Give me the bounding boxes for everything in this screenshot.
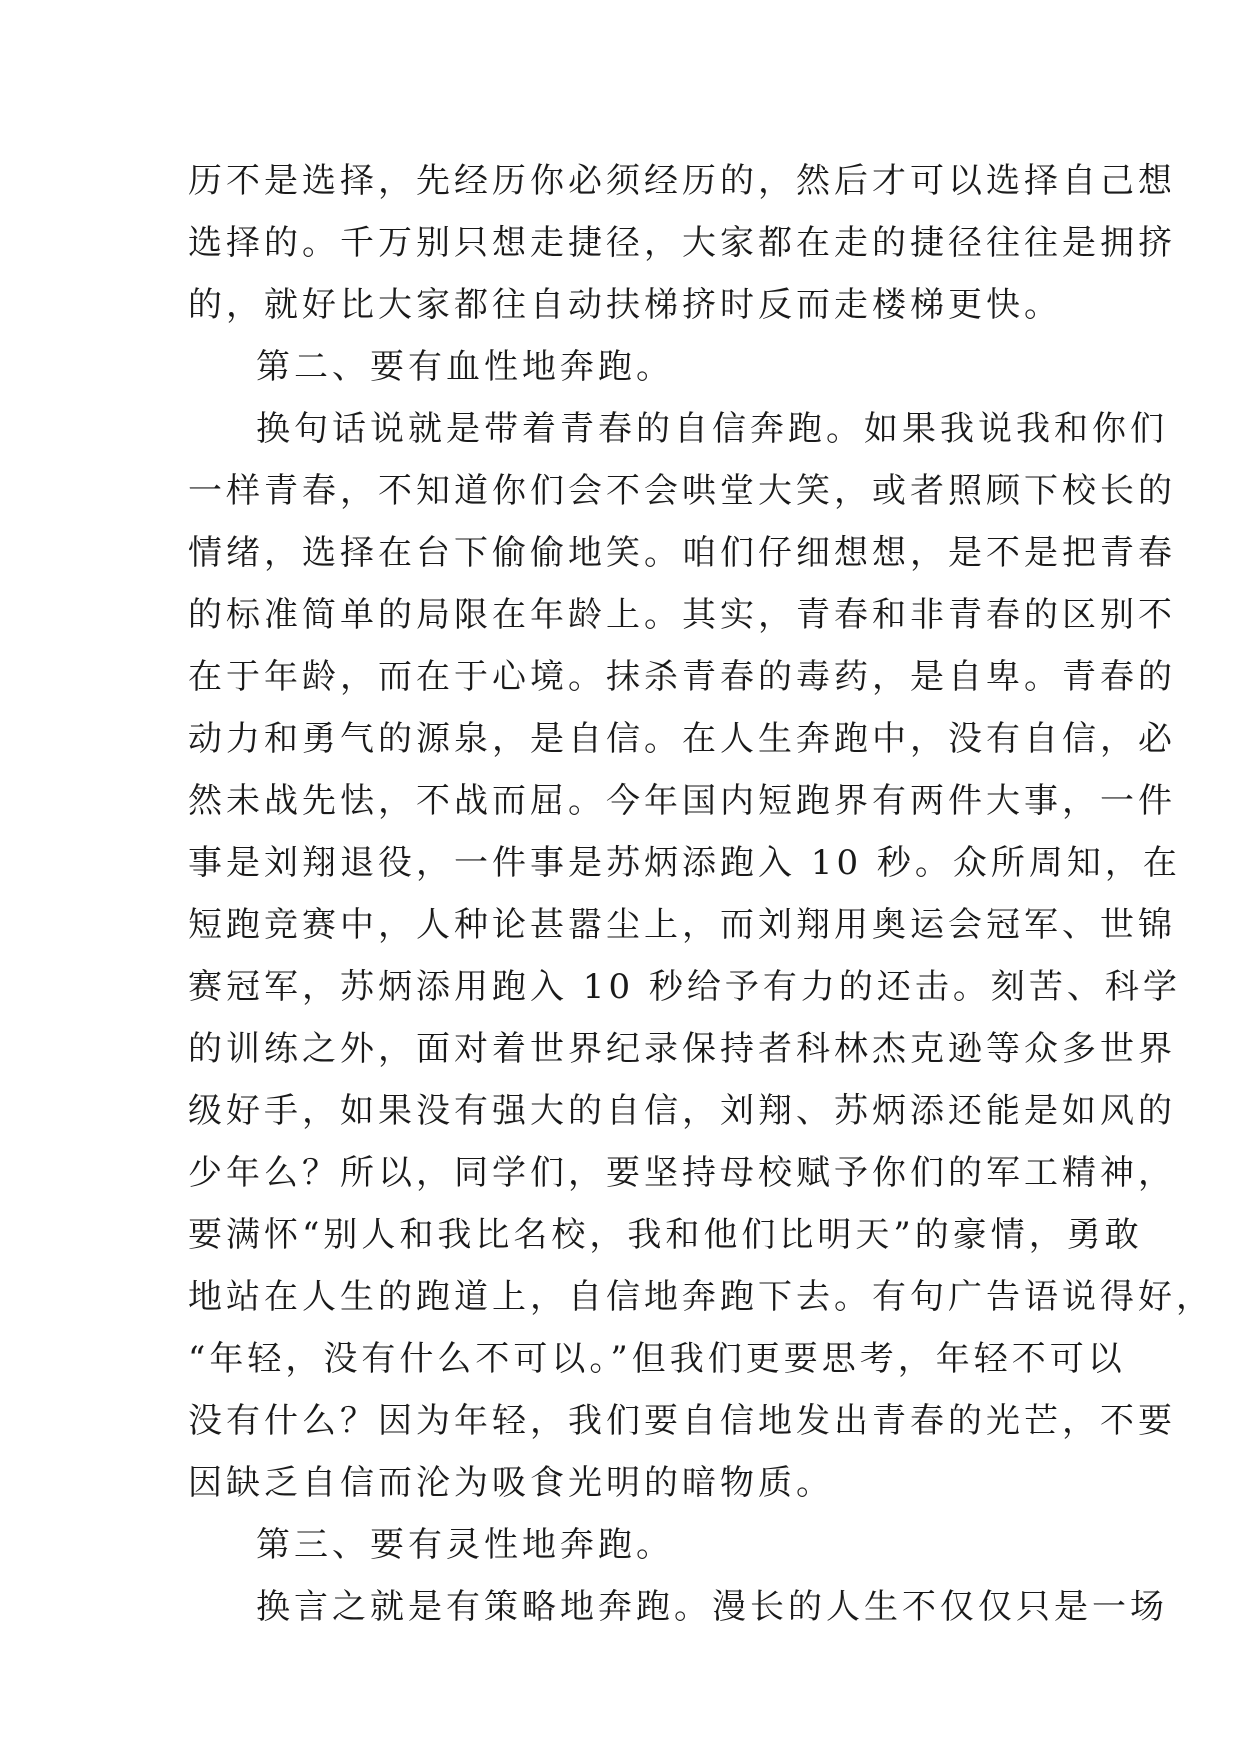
text-line: 的训练之外，面对着世界纪录保持者科林杰克逊等众多世界 [188, 1029, 1176, 1069]
body-text [188, 150, 1214, 1638]
text-line: 赛冠军，苏炳添用跑入 10 秒给予有力的还击。刻苦、科学 [188, 967, 1181, 1007]
text-line: 事是刘翔退役，一件事是苏炳添跑入 10 秒。众所周知，在 [188, 843, 1181, 883]
text-line: 历不是选择，先经历你必须经历的，然后才可以选择自己想 [188, 161, 1176, 201]
text-line: 因缺乏自信而沦为吸食光明的暗物质。 [188, 1463, 834, 1503]
text-line: 的，就好比大家都往自动扶梯挤时反而走楼梯更快。 [188, 285, 1062, 325]
text-line: 一样青春，不知道你们会不会哄堂大笑，或者照顾下校长的 [188, 471, 1176, 511]
paragraph-start-line: 第二、要有血性地奔跑。 [256, 347, 674, 387]
text-line: 没有什么？因为年轻，我们要自信地发出青春的光芒，不要 [188, 1401, 1176, 1441]
text-line: 动力和勇气的源泉，是自信。在人生奔跑中，没有自信，必 [188, 719, 1176, 759]
paragraph-start-line: 换言之就是有策略地奔跑。漫长的人生不仅仅只是一场 [256, 1587, 1168, 1627]
text-line: 地站在人生的跑道上，自信地奔跑下去。有句广告语说得好， [188, 1277, 1214, 1317]
text-line: 情绪，选择在台下偷偷地笑。咱们仔细想想，是不是把青春 [188, 533, 1176, 573]
text-line: 的标准简单的局限在年龄上。其实，青春和非青春的区别不 [188, 595, 1176, 635]
text-line: 然未战先怯，不战而屈。今年国内短跑界有两件大事，一件 [188, 781, 1176, 821]
paragraph-start-line: 换句话说就是带着青春的自信奔跑。如果我说我和你们 [256, 409, 1168, 449]
paragraph-start-line: 第三、要有灵性地奔跑。 [256, 1525, 674, 1565]
text-line: 要满怀“别人和我比名校，我和他们比明天”的豪情，勇敢 [188, 1215, 1143, 1255]
text-line: “年轻，没有什么不可以。”但我们更要思考，年轻不可以 [188, 1339, 1126, 1379]
text-line: 在于年龄，而在于心境。抹杀青春的毒药，是自卑。青春的 [188, 657, 1176, 697]
text-line: 级好手，如果没有强大的自信，刘翔、苏炳添还能是如风的 [188, 1091, 1176, 1131]
text-line: 少年么？所以，同学们，要坚持母校赋予你们的军工精神， [188, 1153, 1176, 1193]
text-line: 选择的。千万别只想走捷径，大家都在走的捷径往往是拥挤 [188, 223, 1176, 263]
text-line: 短跑竞赛中，人种论甚嚣尘上，而刘翔用奥运会冠军、世锦 [188, 905, 1176, 945]
